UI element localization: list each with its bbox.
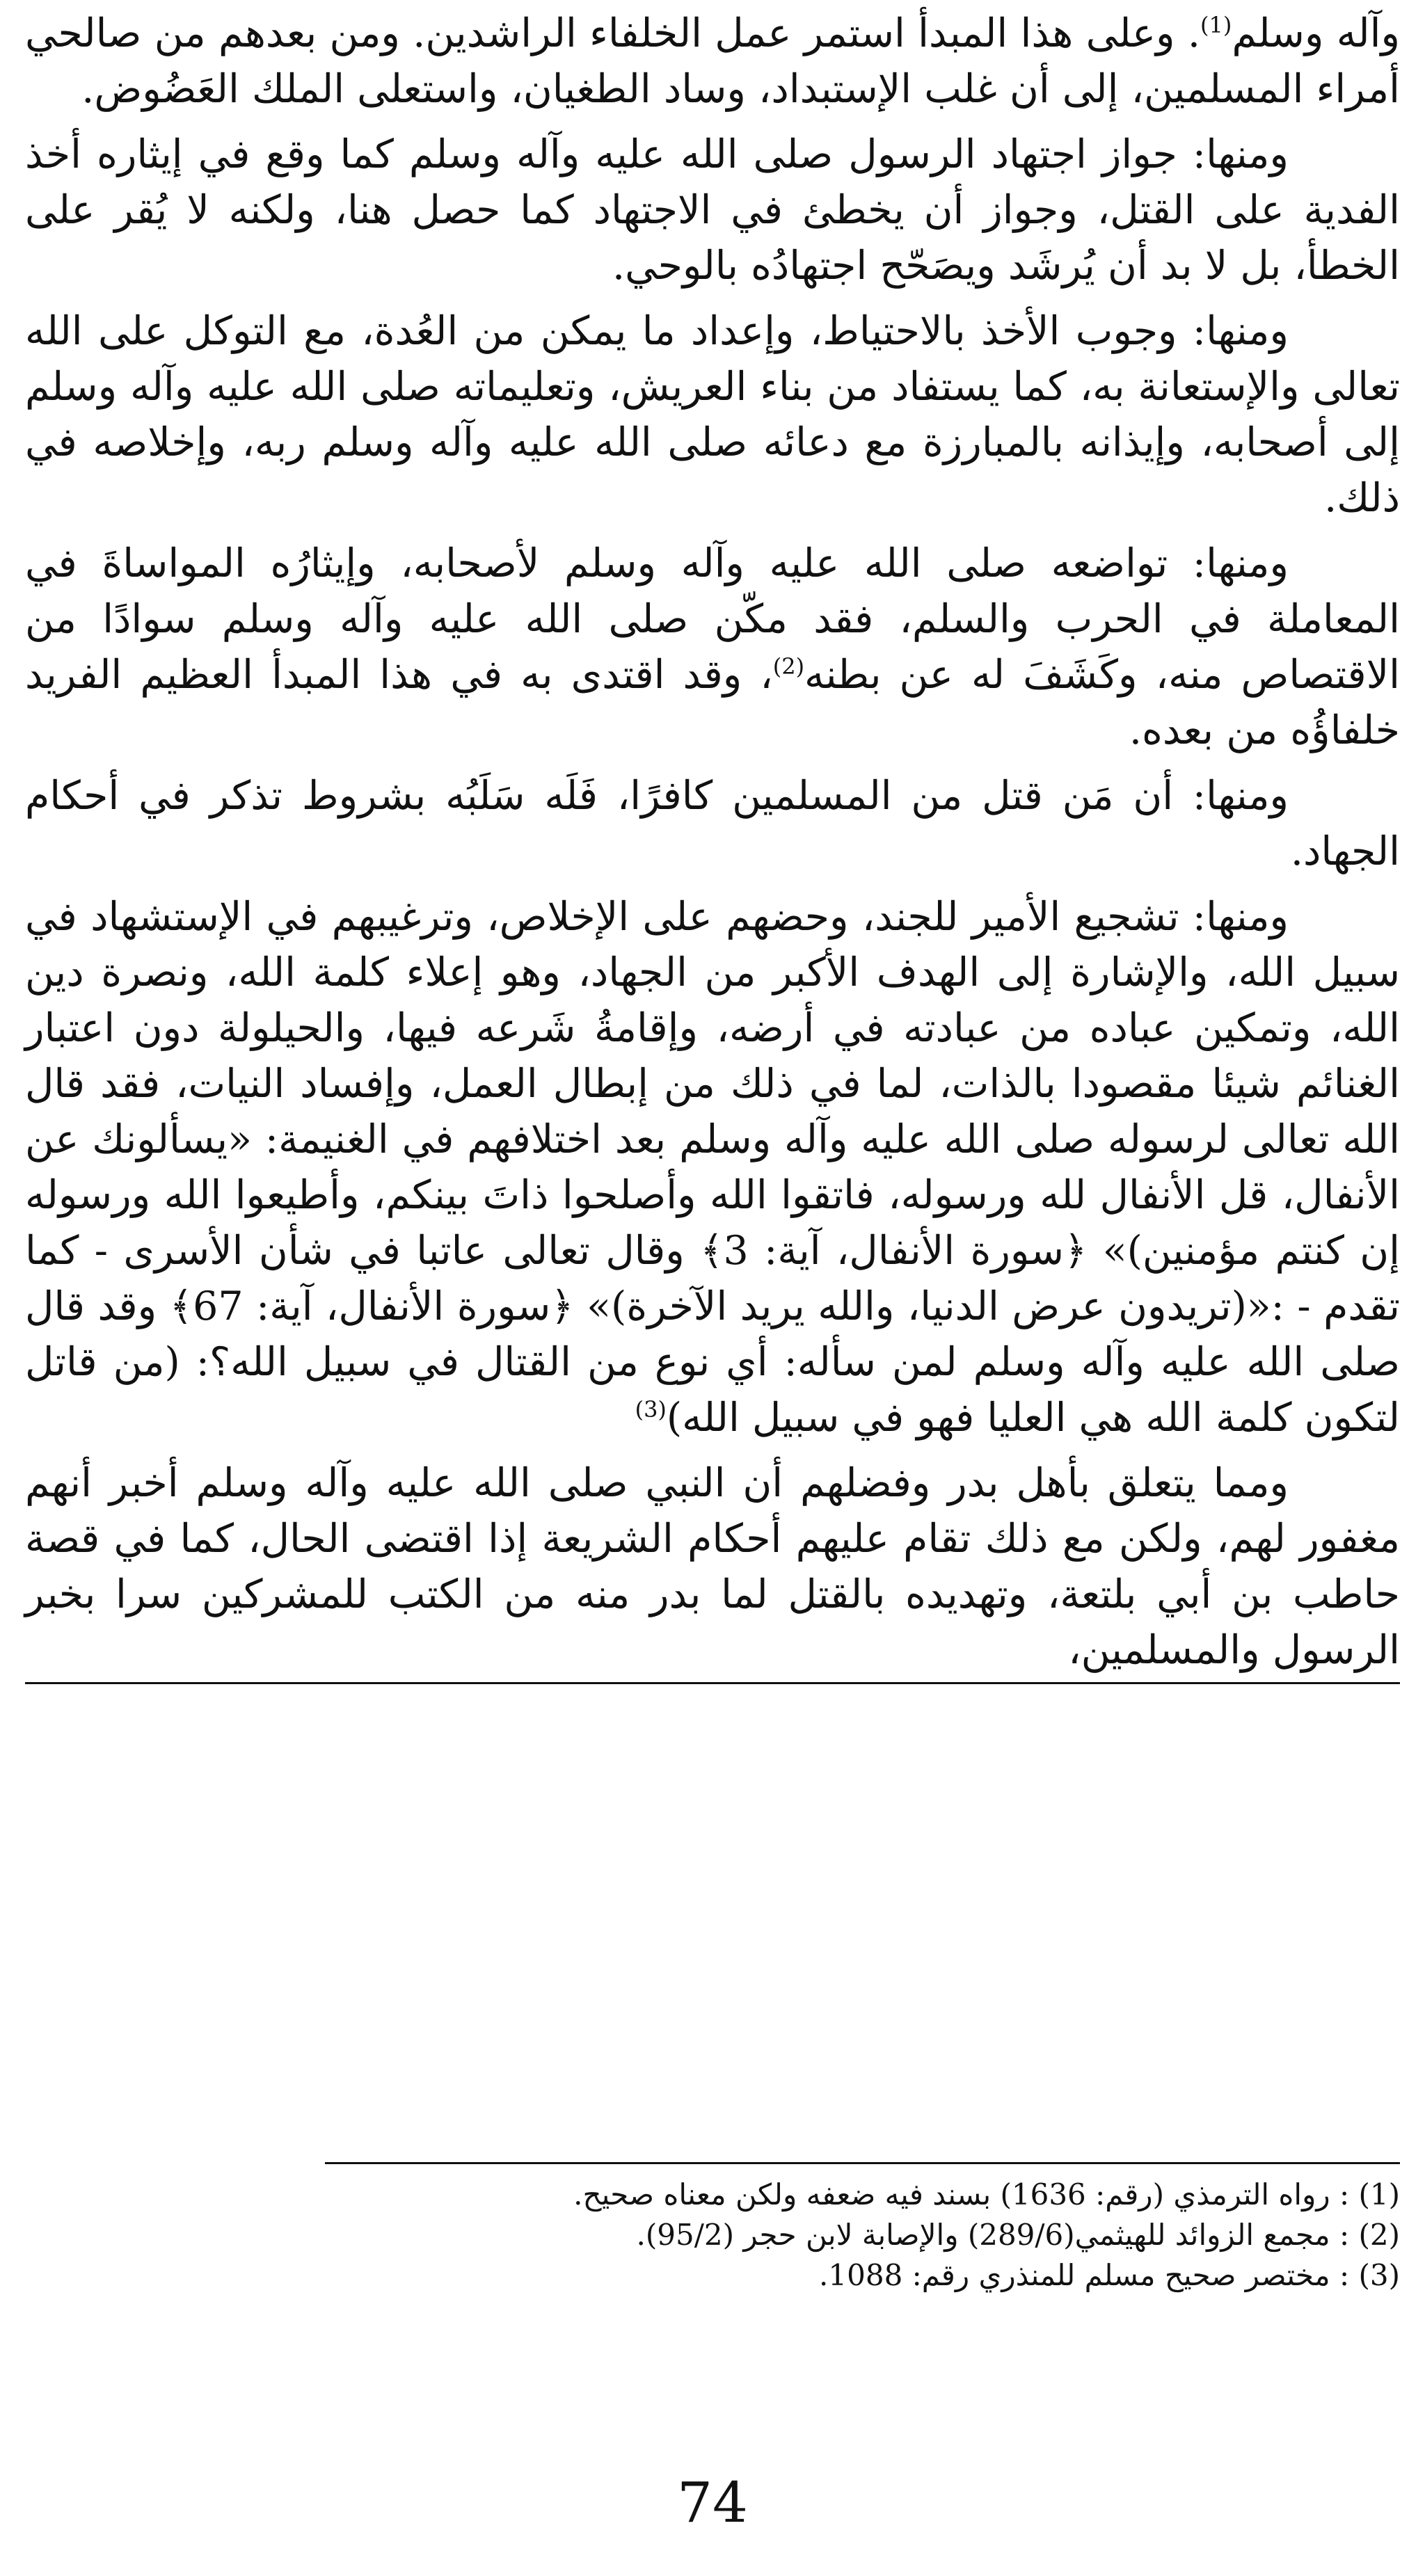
footnote-ref-1[interactable]: (1) [1200,12,1232,38]
paragraph-6-text: ومنها: تشجيع الأمير للجند، وحضهم على الإخلاص، وترغيبهم في الإستشهاد في سبيل الله، والإشارة إلى الهدف الأكبر من الجهاد، وهو إعلاء كلمة الله، ونصرة دين الله، وتمكين عباده من عبادته في أرضه، وإقامةُ شَرعه فيها، والحيلولة دون اعتبار الغنائم شيئا مقصودا بالذات، لما في ذلك من إبطال العمل، وإفساد النيات، فقد قال الله تعالى لرسوله صلى الله عليه وآله وسلم بعد اختلافهم في الغنيمة: «يسألونك عن الأنفال، قل الأنفال لله ورسوله، فاتقوا الله وأصلحوا ذاتَ بينكم، وأطيعوا الله ورسوله إن كنتم مؤمنين)» ﴿سورة الأنفال، آية: 3﴾ وقال تعالى عاتبا في شأن الأسرى - كما تقدم - :«(تريدون عرض الدنيا، والله يريد الآخرة)» ﴿سورة الأنفال، آية: 67﴾ وقد قال صلى الله عليه وآله وسلم لمن سأله: أي نوع من القتال في سبيل الله؟: (من قاتل لتكون كلمة الله هي العليا فهو في سبيل الله) [25,894,1400,1441]
page-number: 74 [677,2470,748,2535]
paragraph-1-tail: . وعلى هذا المبدأ استمر عمل الخلفاء الراشدين. ومن بعدهم من صالحي أمراء المسلمين، إلى أن غلب الإستبداد، وساد الطغيان، واستعلى الملك العَضُوض. [25,10,1400,112]
footnote-3: (3) : مختصر صحيح مسلم للمنذري رقم: 1088. [819,2258,1400,2292]
paragraph-4-tail: ، وقد اقتدى به في هذا المبدأ العظيم الفريد خلفاؤُه من بعده. [25,652,1400,753]
paragraph-2: ومنها: جواز اجتهاد الرسول صلى الله عليه وآله وسلم كما وقع في إيثاره أخذ الفدية على القتل، وجواز أن يخطئ في الاجتهاد كما حصل هنا، ولكنه لا يُقر على الخطأ، بل لا بد أن يُرشَد ويصَحّح اجتهادُه بالوحي. [25,131,1400,289]
paragraph-7: ومما يتعلق بأهل بدر وفضلهم أن النبي صلى الله عليه وآله وسلم أخبر أنهم مغفور لهم، ولكن مع ذلك تقام عليهم أحكام الشريعة إذا اقتضى الحال، كما في قصة حاطب بن أبي بلتعة، وتهديده بالقتل لما بدر منه من الكتب للمشركين سرا بخبر الرسول والمسلمين، [25,1455,1400,1684]
footnote-ref-2[interactable]: (2) [772,653,805,680]
paragraph-6 [25,889,1400,1446]
paragraph-3: ومنها: وجوب الأخذ بالاحتياط، وإعداد ما يمكن من العُدة، مع التوكل على الله تعالى والإستعانة به، كما يستفاد من بناء العريش، وتعليماته صلى الله عليه وآله وسلم إلى أصحابه، وإيذانه بالمبارزة مع دعائه صلى الله عليه وآله وسلم ربه، وإخلاصه في ذلك. [25,308,1400,521]
footnote-divider [325,2162,1400,2164]
footnote-1: (1) : رواه الترمذي (رقم: 1636) بسند فيه ضعفه ولكن معناه صحيح. [573,2177,1400,2211]
paragraph-4-text: ومنها: تواضعه صلى الله عليه وآله وسلم لأصحابه، وإيثارُه المواساةَ في المعاملة في الحرب والسلم، فقد مكّن صلى الله عليه وآله وسلم سوادًا من الاقتصاص منه، وكَشَفَ له عن بطنه [25,541,1400,698]
paragraph-4 [25,536,1400,758]
paragraph-1 [25,6,1400,117]
paragraph-5: ومنها: أن مَن قتل من المسلمين كافرًا، فَلَه سَلَبُه بشروط تذكر في أحكام الجهاد. [25,773,1400,874]
main-text [25,6,1400,1694]
footnotes [334,2175,1400,2296]
paragraph-1-text: وآله وسلم [1232,10,1400,56]
footnote-2: (2) : مجمع الزوائد للهيثمي(289/6) والإصابة لابن حجر (95/2). [636,2218,1400,2252]
footnote-ref-3[interactable]: (3) [635,1396,667,1423]
